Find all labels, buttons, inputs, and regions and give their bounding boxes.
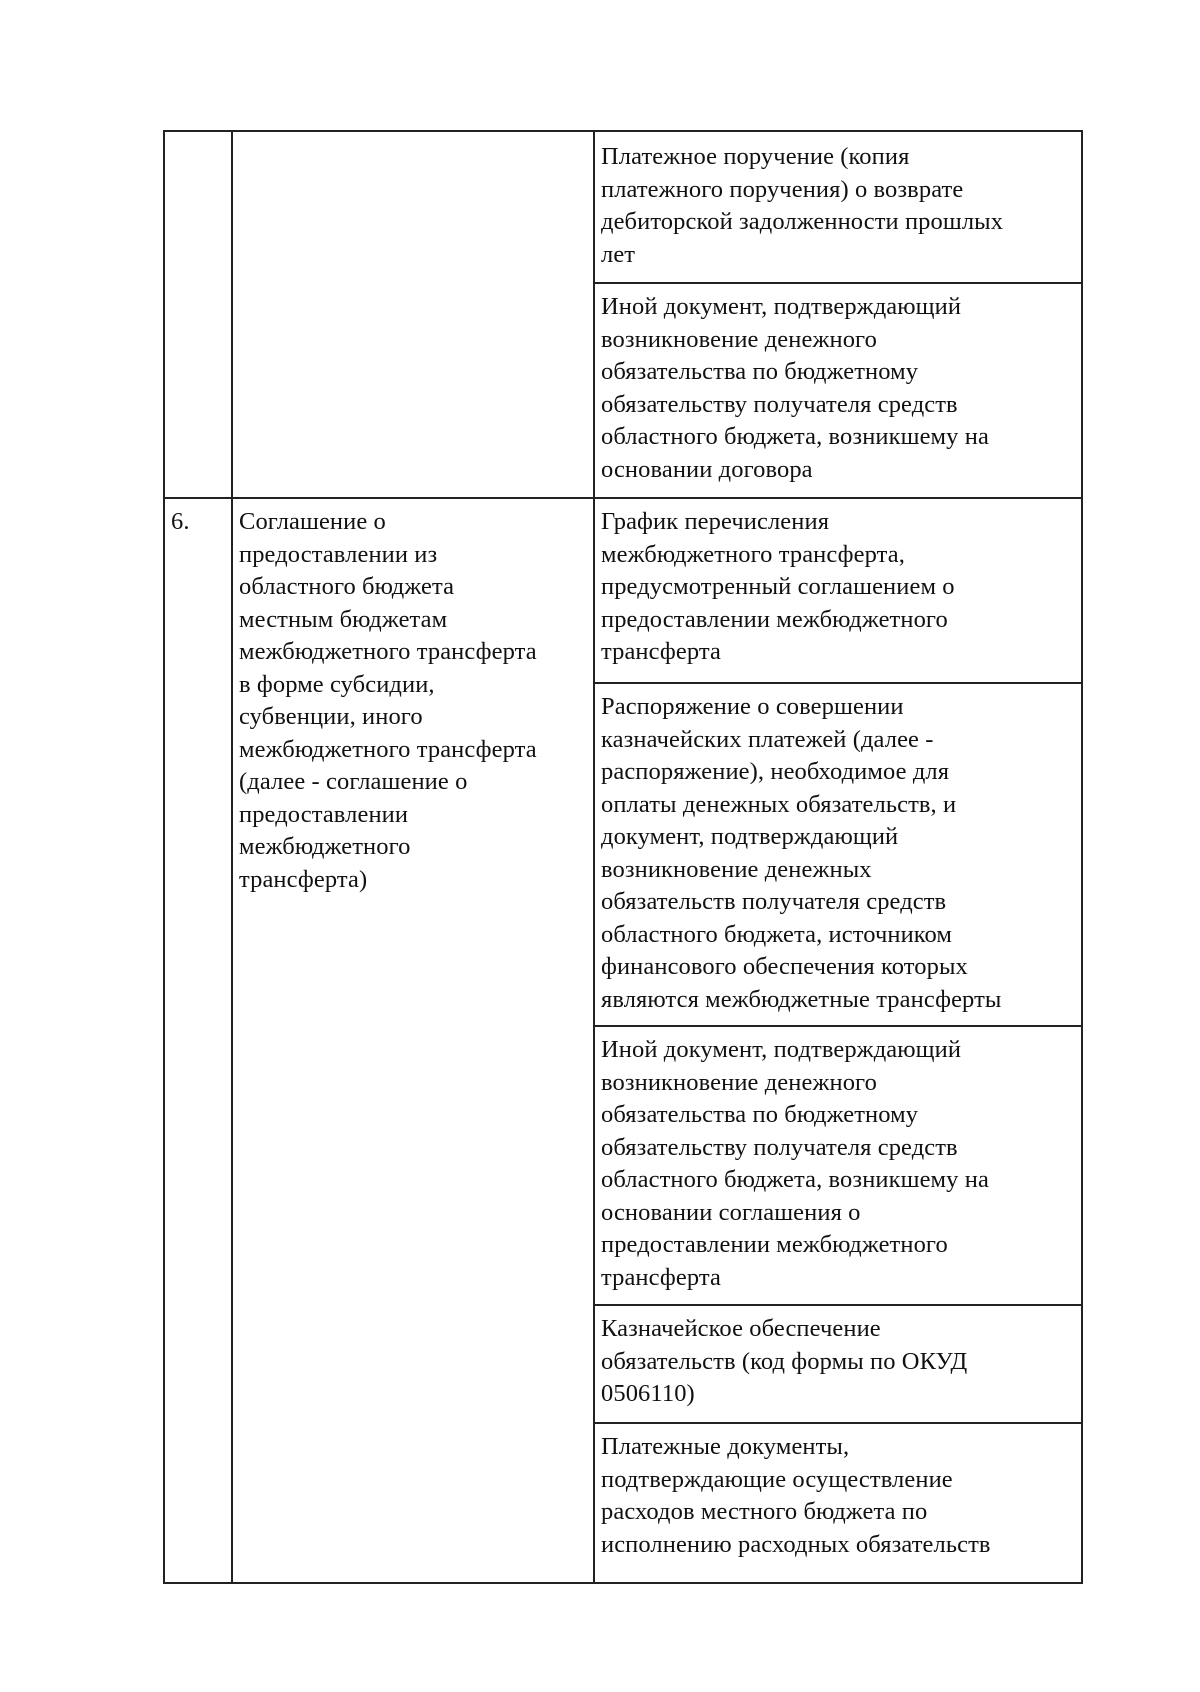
document-cell-treasury-order: Распоряжение о совершении казначейских платежей (далее - распоряжение), необходимое для оплаты денежных обязательств, и документ, подтверждающий возникновение денежных обязательств получателя средств областного бюджета, источником финансового обеспечения которых являются межбюджетные трансферты	[601, 693, 1002, 1013]
subrow-divider	[593, 682, 1081, 684]
row-divider	[165, 497, 1081, 499]
document-cell-other-agreement: Иной документ, подтверждающий возникновение денежного обязательства по бюджетному обязательству получателя средств областного бюджета, возникшему на основании соглашения о предоставлении межбюджетного трансферта	[601, 1036, 989, 1291]
document-cell-payment-order: Платежное поручение (копия платежного поручения) о возврате дебиторской задолженности прошлых лет	[601, 143, 1004, 268]
document-cell-treasury-provision: Казначейское обеспечение обязательств (код формы по ОКУД 0506110)	[601, 1315, 968, 1407]
column-divider-number	[231, 132, 233, 1582]
documents-table	[163, 130, 1083, 1584]
subrow-divider	[593, 1304, 1081, 1306]
basis-cell-agreement: Соглашение о предоставлении из областного бюджета местным бюджетам межбюджетного трансферта в форме субсидии, субвенции, иного межбюджетного трансферта (далее - соглашение о предоставлении межбюджетного трансферта)	[239, 508, 537, 893]
subrow-divider	[593, 1025, 1081, 1027]
row-number: 6.	[171, 508, 190, 535]
subrow-divider	[593, 1422, 1081, 1424]
document-cell-other-contract: Иной документ, подтверждающий возникновение денежного обязательства по бюджетному обязательству получателя средств областного бюджета, возникшему на основании договора	[601, 293, 989, 483]
subrow-divider	[593, 282, 1081, 284]
document-cell-transfer-schedule: График перечисления межбюджетного трансферта, предусмотренный соглашением о предоставлении межбюджетного трансферта	[601, 508, 955, 665]
column-divider-basis	[593, 132, 595, 1582]
document-cell-payment-documents: Платежные документы, подтверждающие осуществление расходов местного бюджета по исполнению расходных обязательств	[601, 1433, 991, 1558]
